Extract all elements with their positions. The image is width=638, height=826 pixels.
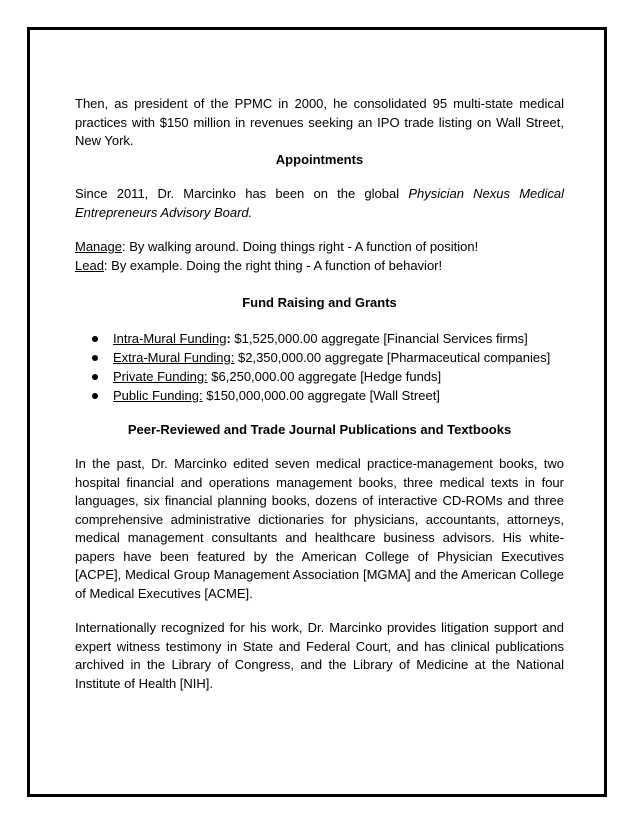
funding-label: Public Funding: (113, 387, 203, 403)
funding-value: $1,525,000.00 aggregate [Financial Services firms] (230, 330, 528, 346)
publications-heading: Peer-Reviewed and Trade Journal Publications and Textbooks (127, 421, 512, 437)
publications-paragraph-2: Internationally recognized for his work, Dr. Marcinko provides litigation support and expert witness testimony in State and Federal Court, and has clinical publications archived in the Library of Congress, and the Library of Medicine at the National Institute of Health [NIH]. (75, 620, 564, 691)
intro-paragraph: Then, as president of the PPMC in 2000, he consolidated 95 multi-state medical practices with $150 million in revenues seeking an IPO trade listing on Wall Street, New York. (75, 96, 564, 148)
manage-text: : By walking around. Doing things right - A function of position! (121, 239, 479, 254)
list-item (75, 329, 564, 348)
funding-value: $6,250,000.00 aggregate [Hedge funds] (207, 368, 442, 384)
publications-paragraph-1: In the past, Dr. Marcinko edited seven medical practice-management books, two hospital financial and operations management books, three medical texts in four languages, six financial planning books, dozens of interactive CD-ROMs and three comprehensive administrative dictionaries for physicians, accountants, attorneys, medical management consultants and healthcare business advisors. His white-papers have been featured by the American College of Physician Executives [ACPE], Medical Group Management Association [MGMA] and the American College of Medical Executives [ACME]. (75, 456, 564, 601)
funding-label: Intra-Mural Funding (113, 330, 227, 346)
funding-separator: : (226, 330, 231, 346)
appointments-paragraph (75, 185, 564, 222)
manage-label: Manage (75, 239, 122, 254)
lead-text: : By example. Doing the right thing - A function of behavior! (103, 257, 443, 273)
funding-label: Private Funding: (113, 368, 208, 384)
list-item (75, 386, 564, 405)
funding-label: Extra-Mural Funding: (113, 349, 235, 365)
advisory-board-name: Physician Nexus Medical Entrepreneurs Advisory Board. (75, 186, 564, 220)
lead-label: Lead (75, 257, 104, 273)
manage-line (75, 238, 564, 257)
lead-line (75, 257, 564, 276)
document-body (75, 95, 564, 693)
list-item (75, 348, 564, 367)
funding-value: $2,350,000.00 aggregate [Pharmaceutical companies] (234, 349, 551, 365)
list-item (75, 367, 564, 386)
appointments-text: Since 2011, Dr. Marcinko has been on the global (75, 186, 409, 201)
funding-value: $150,000,000.00 aggregate [Wall Street] (202, 387, 440, 403)
appointments-heading: Appointments (275, 151, 364, 167)
fund-raising-heading: Fund Raising and Grants (242, 295, 397, 310)
funding-list (75, 329, 564, 405)
